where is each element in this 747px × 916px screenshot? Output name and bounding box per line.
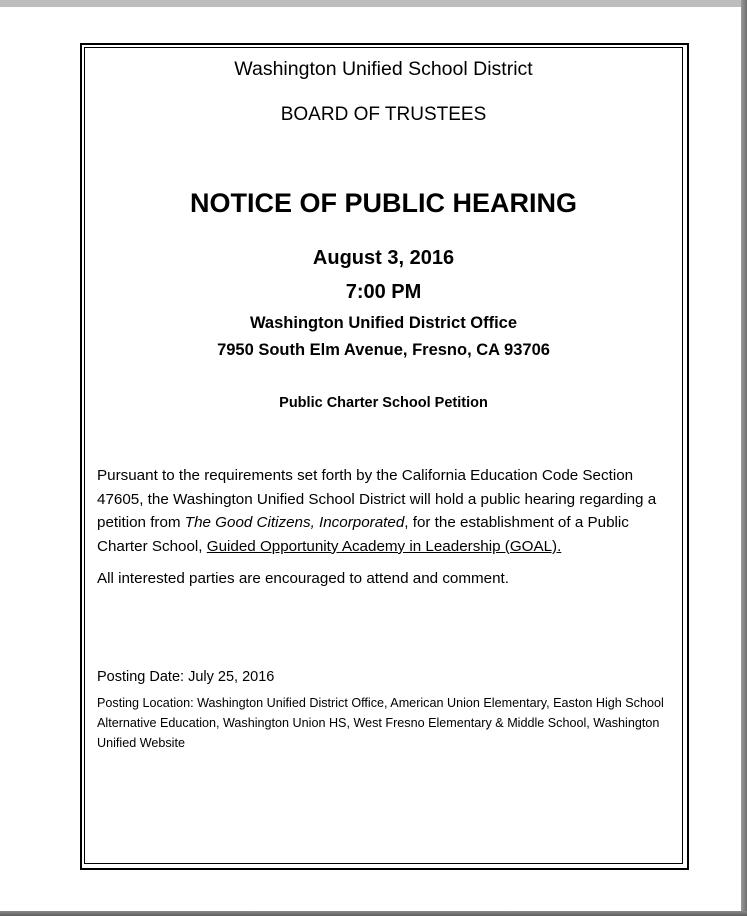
- body-text-middle: , for the establishment of a Public Charter School,: [97, 514, 629, 555]
- hearing-date: August 3, 2016: [312, 247, 455, 269]
- hearing-address: 7950 South Elm Avenue, Fresno, CA 93706: [217, 341, 550, 359]
- posting-location: Posting Location: Washington Unified District Office, American Union Elementary, Easton High School Alternative Education, Washington Union HS, West Fresno Elementary & Middle School, Washington Unified Website: [97, 696, 664, 750]
- hearing-location: Washington Unified District Office: [249, 314, 518, 332]
- organization-name: The Good Citizens, Incorporated: [184, 514, 405, 532]
- page-edge-bottom: [0, 911, 747, 916]
- page-edge-top: [0, 0, 747, 7]
- invitation-text: All interested parties are encouraged to attend and comment.: [97, 570, 509, 587]
- board-heading: BOARD OF TRUSTEES: [280, 104, 487, 125]
- posting-date: Posting Date: July 25, 2016: [97, 669, 275, 685]
- body-paragraph: [97, 464, 681, 558]
- petition-subject: Public Charter School Petition: [279, 395, 488, 411]
- district-name: Washington Unified School District: [234, 58, 533, 80]
- page-edge-right: [741, 0, 747, 916]
- hearing-time: 7:00 PM: [345, 281, 422, 303]
- body-text-start: Pursuant to the requirements set forth by the California Education Code Section 47605, the Washington Unified School District will hold a public hearing regarding a petition from: [97, 467, 657, 532]
- charter-school-name: Guided Opportunity Academy in Leadership (GOAL).: [206, 537, 562, 555]
- notice-title: NOTICE OF PUBLIC HEARING: [189, 188, 577, 218]
